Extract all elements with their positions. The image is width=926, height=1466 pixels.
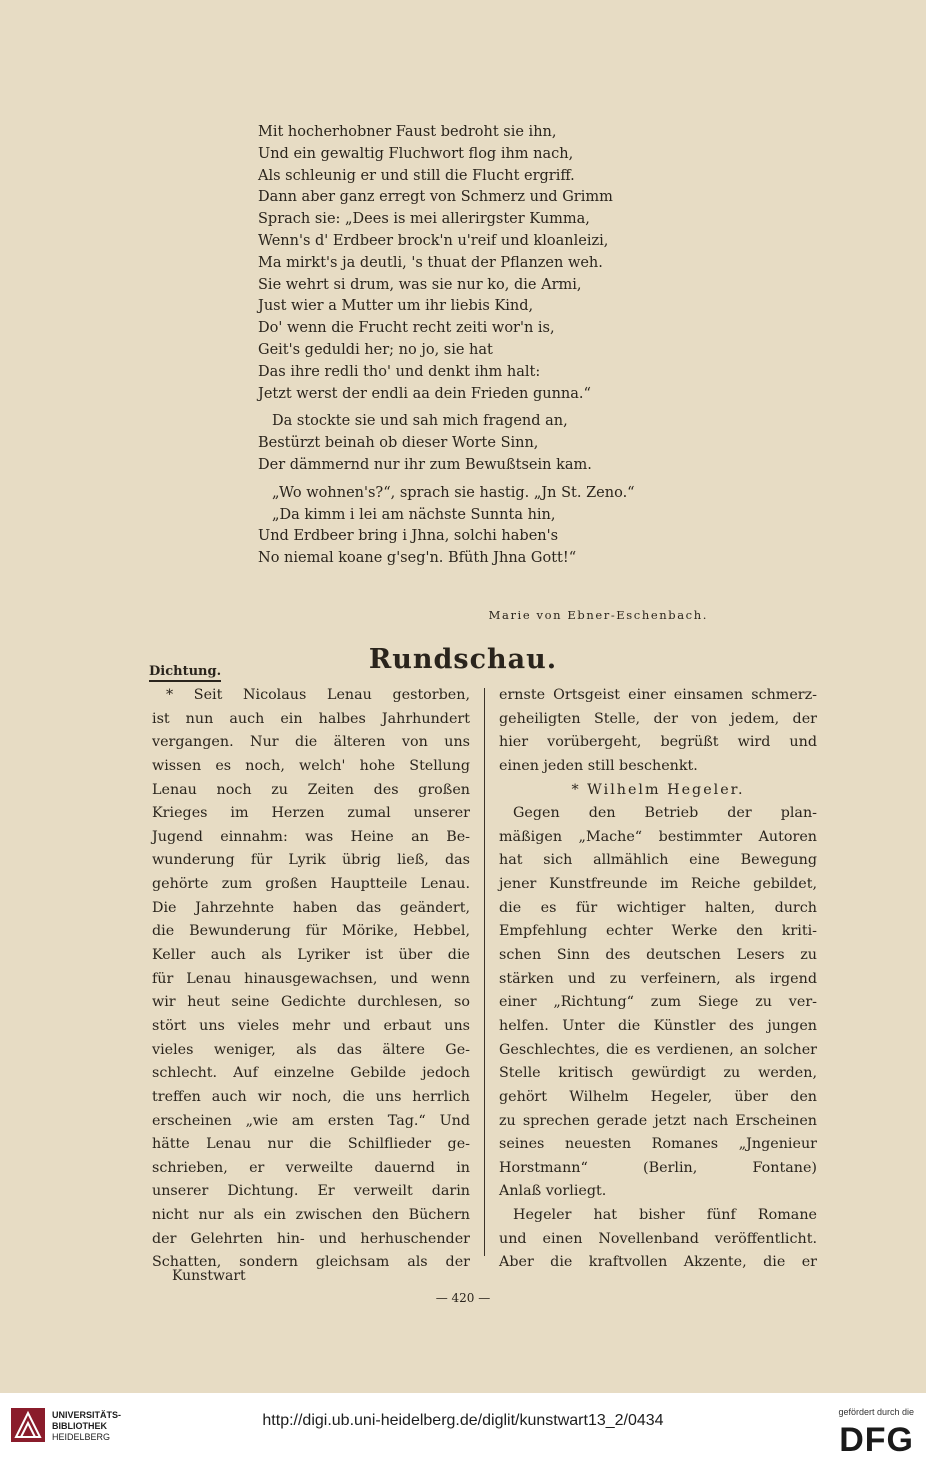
text-line: treffen auch wir noch, die uns herrlich [152,1088,470,1105]
text-line: zu sprechen gerade jetzt nach Erscheinen [499,1112,817,1129]
funded-by-label: gefördert durch die [838,1407,914,1417]
text-line: schlecht. Auf einzelne Gebilde jedoch [152,1065,470,1082]
text-line: Keller auch als Lyriker ist über die [152,947,470,964]
text-line: Empfehlung echter Werke den kriti- [499,923,817,940]
text-line: vergangen. Nur die älteren von uns [152,734,470,751]
poem-line: Geit's geduldi her; no jo, sie hat [258,341,493,358]
poem-line: Jetzt werst der endli aa dein Frieden gunna.“ [258,385,591,402]
text-line: nicht nur als ein zwischen den Büchern [152,1207,470,1224]
poem-line: No niemal koane g'seg'n. Bfüth Jhna Gott!“ [258,550,577,567]
text-line: Lenau noch zu Zeiten des großen [152,781,470,798]
poem [258,122,728,570]
poem-line: „Wo wohnen's?“, sprach sie hastig. „Jn St. Zeno.“ [272,484,635,501]
text-line: gehörte zum großen Hauptteile Lenau. [152,876,470,893]
document-url[interactable]: http://digi.ub.uni-heidelberg.de/diglit/kunstwart13_2/0434 [262,1412,664,1429]
poem-line: Ma mirkt's ja deutli, 's thuat der Pflanzen weh. [258,254,603,271]
page-number: — 420 — [435,1291,491,1305]
text-line: jener Kunstfreunde im Reiche gebildet, [499,876,817,893]
text-line: die es für wichtiger halten, durch [499,899,817,916]
text-line: wir heut seine Gedichte durchlesen, so [152,994,470,1011]
poem-line: „Da kimm i lei am nächste Sunnta hin, [272,506,556,523]
text-line: * Seit Nicolaus Lenau gestorben, [166,687,470,703]
text-line: helfen. Unter die Künstler des jungen [499,1017,817,1034]
text-line: Aber die kraftvollen Akzente, die er [499,1254,817,1271]
poem-line: Da stockte sie und sah mich fragend an, [272,413,568,430]
text-line: Anlaß vorliegt. [499,1183,607,1200]
text-line: wunderung für Lyrik übrig ließ, das [152,852,470,869]
text-line: ist nun auch ein halbes Jahrhundert [152,710,470,727]
poem-line: Do' wenn die Frucht recht zeiti wor'n is, [258,320,555,337]
column-divider [484,688,485,1256]
poem-line: Das ihre redli tho' und denkt ihm halt: [258,363,541,380]
text-line: die Bewunderung für Mörike, Hebbel, [152,923,470,940]
text-line: stört uns vieles mehr und erbaut uns [152,1017,470,1034]
text-line: Jugend einnahm: was Heine an Be- [152,828,470,845]
text-line: geheiligten Stelle, der von jedem, der [499,710,817,727]
text-line: einer „Richtung“ zum Siege zu ver- [499,994,817,1011]
text-line: der Gelehrten hin- und herhuschender [152,1230,470,1247]
text-line: hier vorübergeht, begrüßt wird und [499,734,817,751]
journal-name: Kunstwart [172,1268,246,1284]
text-line: Horstmann“ (Berlin, Fontane) [499,1159,817,1176]
dfg-logo[interactable]: DFG [839,1421,914,1459]
text-line: Hegeler hat bisher fünf Romane [513,1207,817,1224]
text-line: und einen Novellenband veröffentlicht. [499,1230,817,1247]
poem-line: Und Erdbeer bring i Jhna, solchi haben's [258,528,559,545]
text-line: Krieges im Herzen zumal unserer [152,805,470,822]
poem-line: Der dämmernd nur ihr zum Bewußtsein kam. [258,456,592,473]
section-title: Rundschau. [368,644,558,675]
poem-line: Wenn's d' Erdbeer brock'n u'reif und kloanleizi, [258,232,609,249]
text-line: Die Jahrzehnte haben das geändert, [152,899,470,916]
text-line: stärken und zu verfeinern, als irgend [499,970,817,987]
left-column [152,684,470,1275]
poem-signature: Marie von Ebner-Eschenbach. [488,608,708,622]
university-library-name: UNIVERSITÄTS- BIBLIOTHEK HEIDELBERG [52,1410,122,1442]
poem-line: Just wier a Mutter um ihr liebis Kind, [258,298,534,315]
text-line: ernste Ortsgeist einer einsamen schmerz- [499,687,817,703]
poem-line: Und ein gewaltig Fluchwort flog ihm nach, [258,145,574,162]
text-line: schrieben, er verweilte dauernd in [152,1159,470,1176]
poem-line: Als schleunig er und still die Flucht ergriff. [258,167,575,184]
poem-line: Bestürzt beinah ob dieser Worte Sinn, [258,435,539,452]
article-heading: * Wilhelm Hegeler. [571,781,745,798]
text-line: Gegen den Betrieb der plan- [513,805,817,822]
text-line: Stelle kritisch gewürdigt zu werden, [499,1065,817,1082]
text-line: unserer Dichtung. Er verweilt darin [152,1183,470,1200]
right-column [499,684,817,1275]
text-line: mäßigen „Mache“ bestimmter Autoren [499,828,817,845]
section-label: Dichtung. [149,664,221,682]
text-line: Schatten, sondern gleichsam als der [152,1254,470,1271]
poem-line: Sie wehrt si drum, was sie nur ko, die Armi, [258,276,582,293]
poem-line: Sprach sie: „Dees is mei allerirgster Kumma, [258,211,590,228]
text-line: vieles weniger, als das ältere Ge- [152,1041,470,1058]
text-line: wissen es noch, welch' hohe Stellung [152,757,470,774]
text-line: Geschlechtes, die es verdienen, an solcher [499,1041,817,1058]
text-line: für Lenau hinausgewachsen, und wenn [152,970,470,987]
text-line: schen Sinn des deutschen Lesers zu [499,947,817,964]
poem-line: Mit hocherhobner Faust bedroht sie ihn, [258,124,557,140]
text-line: erscheinen „wie am ersten Tag.“ Und [152,1112,470,1129]
poem-line: Dann aber ganz erregt von Schmerz und Grimm [258,189,613,206]
text-line: hätte Lenau nur die Schilflieder ge- [152,1136,470,1153]
text-line: seines neuesten Romanes „Jngenieur [499,1136,817,1153]
text-line: gehört Wilhelm Hegeler, über den [499,1088,817,1105]
text-line: hat sich allmählich eine Bewegung [499,852,817,869]
text-line: einen jeden still beschenkt. [499,757,698,774]
